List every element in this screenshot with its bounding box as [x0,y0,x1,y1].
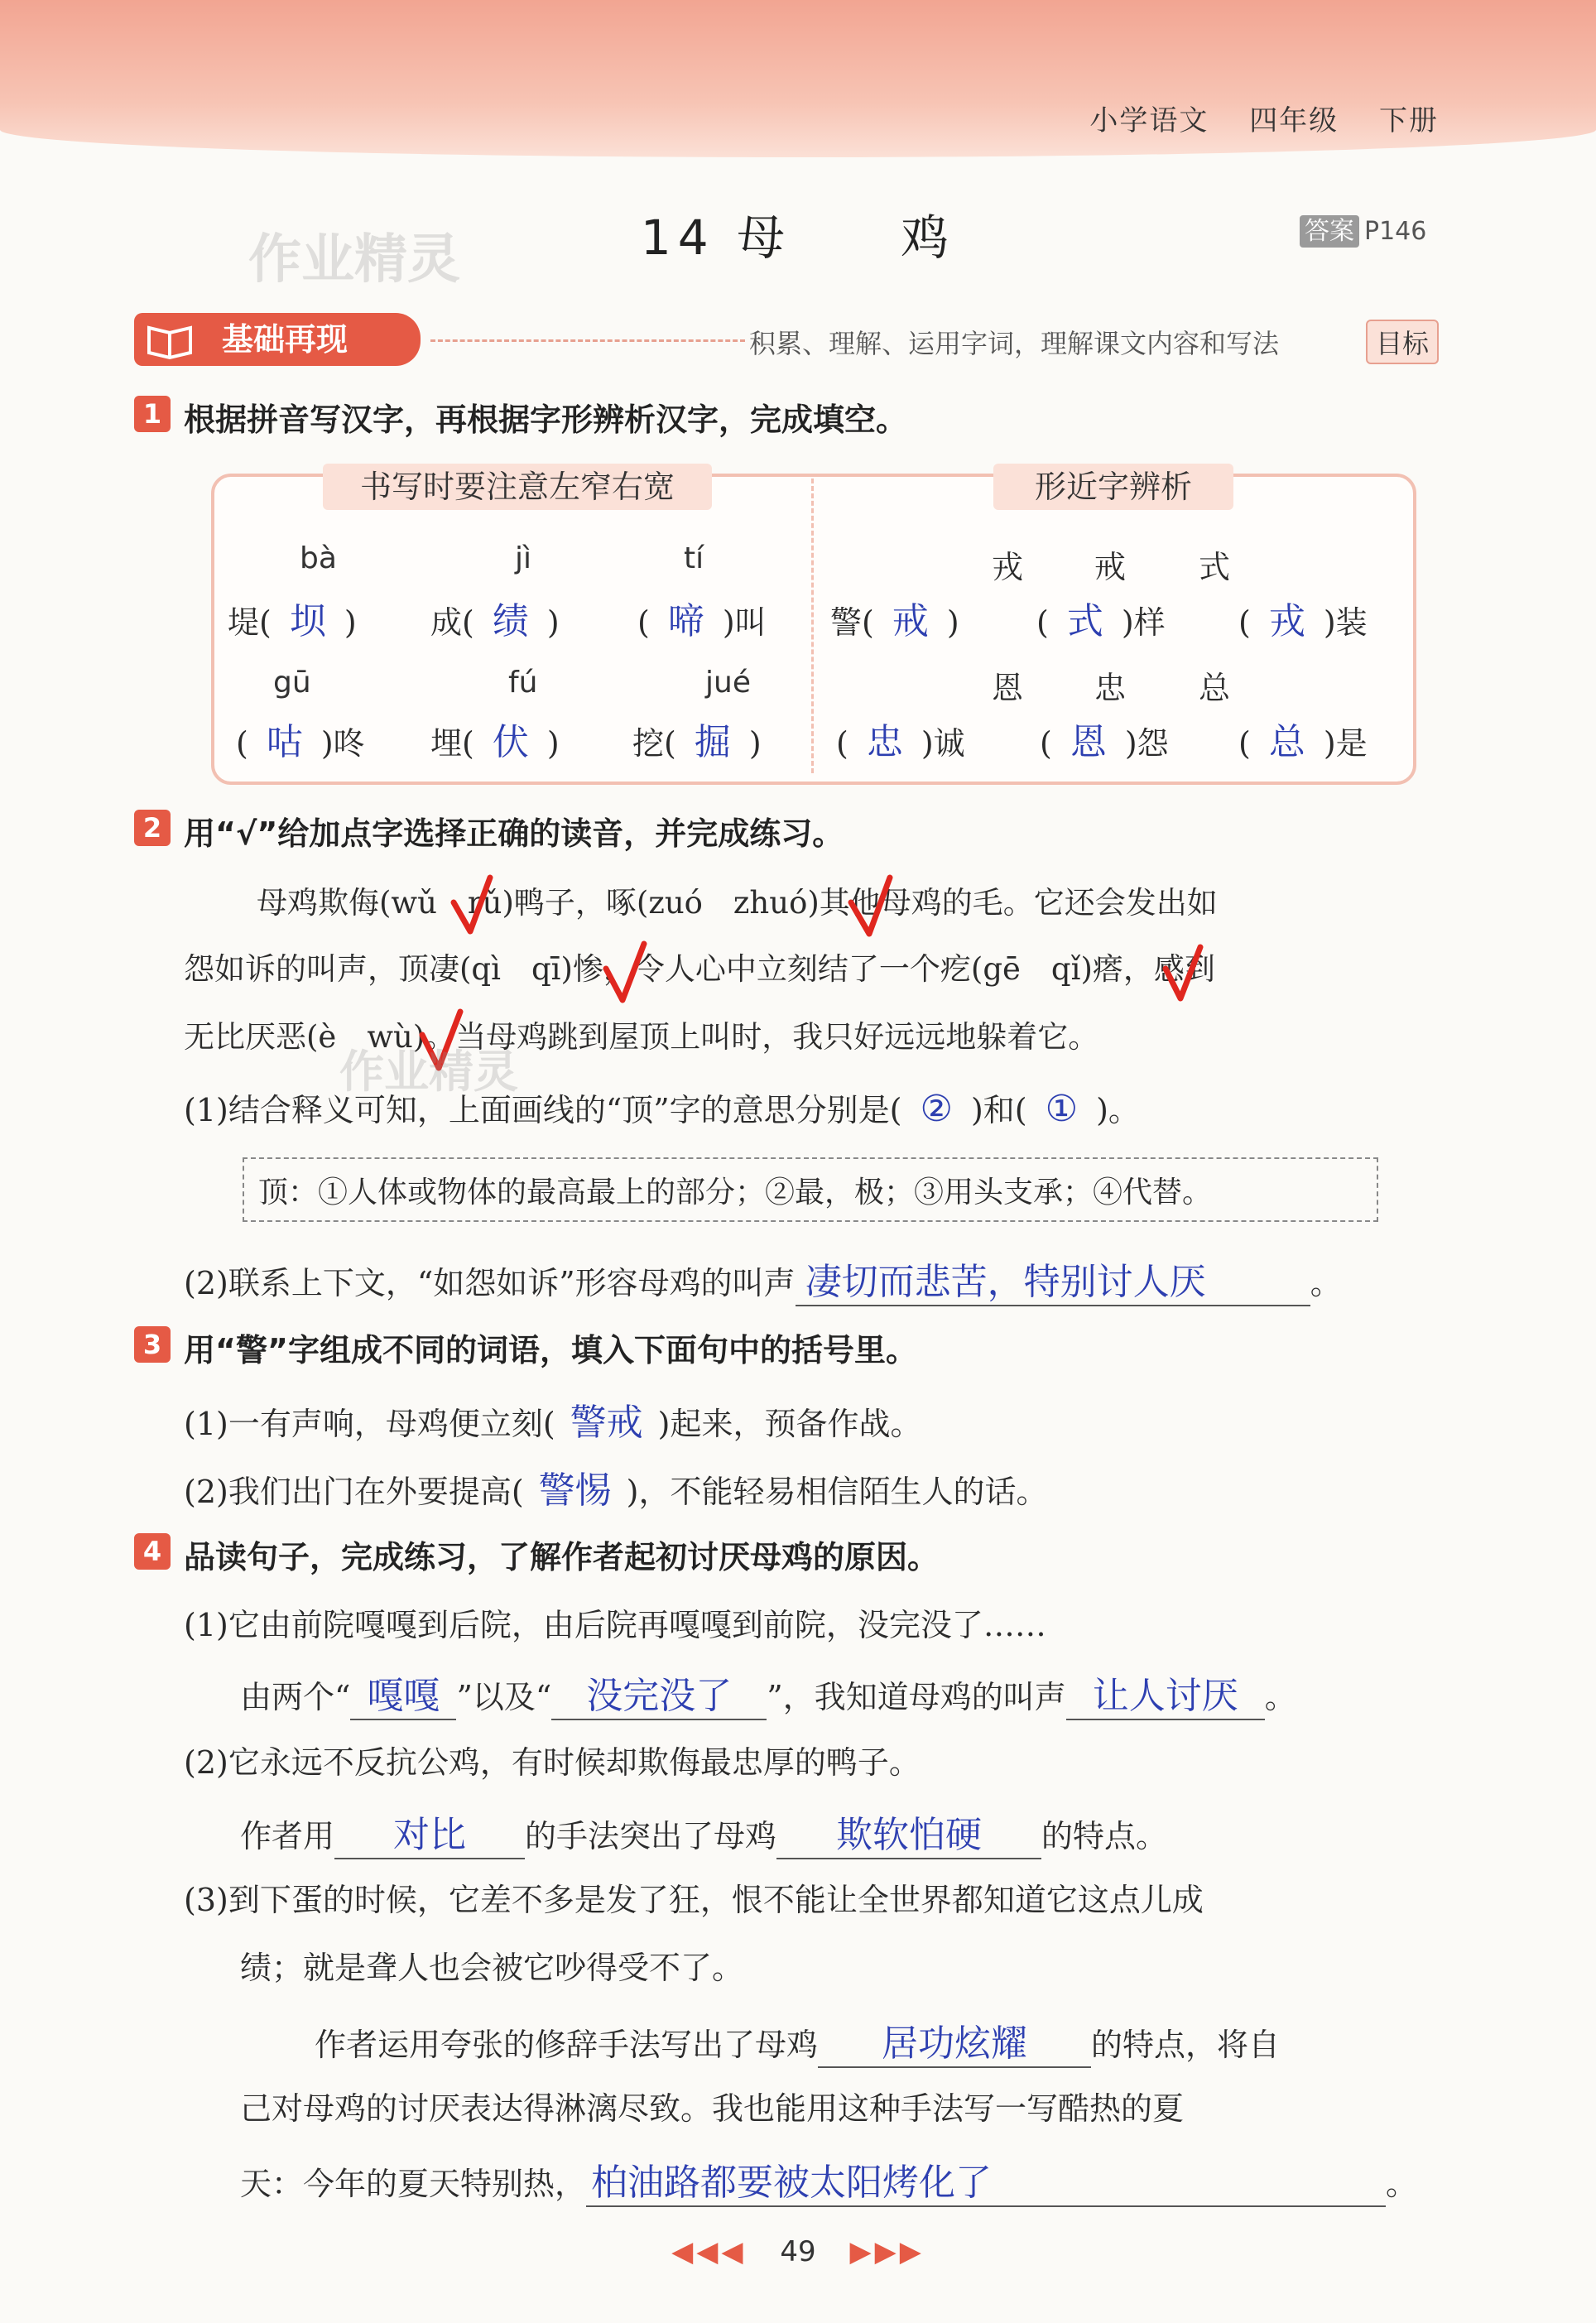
q4-sub3-para: 己对母鸡的讨厌表达得淋漓尽致。我也能用这种手法写一写酷热的夏 [240,2090,1185,2127]
q4-sub3-para: 作者运用夸张的修辞手法写出了母鸡 居功炫耀 的特点，将自 [315,2013,1280,2068]
answer-text[interactable]: 啼 [667,600,704,642]
answer-text[interactable]: 坝 [289,600,326,642]
fill-item: ( 啼 )叫 [637,600,767,642]
question-number-1: 1 [134,396,171,432]
q4-sub2-text: (2)它永远不反抗公鸡，有时候却欺侮最忠厚的鸭子。 [184,1744,921,1781]
check-mark [851,878,890,934]
fill-item: 埋( 伏 ) [430,721,560,763]
fill-item: 警( 戒 ) [830,600,959,642]
answer-text[interactable]: 居功炫耀 [818,2013,1091,2068]
answer-text[interactable]: 咕 [266,721,303,763]
answer-text[interactable]: 凄切而悲苦，特别讨人厌 [796,1252,1310,1306]
answer-text[interactable]: 绩 [492,600,529,642]
lesson-title: 14 母 鸡 [640,209,956,266]
answer-tag: 答案 [1300,215,1359,248]
similar-char: 总 [1199,670,1231,706]
pinyin: bà [300,541,337,575]
answer-text[interactable]: 戎 [1268,600,1305,642]
answer-text[interactable]: 忠 [866,721,903,763]
fill-item: ( 恩 )怨 [1040,721,1169,763]
check-mark [606,944,644,1000]
watermark-top: 作业精灵 [248,229,460,291]
answer-text[interactable]: 警戒 [570,1402,643,1444]
pinyin: tí [684,541,704,575]
fill-item: ( 咕 )咚 [236,721,365,763]
answer-text[interactable]: 嘎嘎 [350,1666,456,1720]
fill-item: ( 戎 )装 [1238,600,1368,642]
question-number-3: 3 [134,1326,171,1363]
fill-item: ( 总 )是 [1238,721,1368,763]
q1-right-heading: 形近字辨析 [993,464,1233,510]
q4-sub3-text: 绩；就是聋人也会被它吵得受不了。 [240,1950,744,1986]
section-label: 基础再现 [205,313,421,366]
answer-text[interactable]: 戒 [892,600,929,642]
passage-line: 怨如诉的叫声，顶凄(qì qī)惨，令人心中立刻结了一个疙(gē qǐ)瘩，感到 [184,951,1215,987]
q4-sub1-text: (1)它由前院嘎嘎到后院，由后院再嘎嘎到前院，没完没了…… [184,1607,1046,1643]
question-number-4: 4 [134,1533,171,1570]
pinyin: gū [273,666,311,700]
q3-sub1: (1)一有声响，母鸡便立刻( 警戒 )起来，预备作战。 [184,1402,922,1444]
next-arrows-icon[interactable]: ▶▶▶ [849,2235,925,2268]
q3-sub2: (2)我们出门在外要提高( 警惕 )，不能轻易相信陌生人的话。 [184,1469,1048,1512]
answer-text[interactable]: 对比 [334,1805,525,1859]
fill-item: 堤( 坝 ) [228,600,357,642]
definition-text: 顶：①人体或物体的最高最上的部分；②最，极；③用头支承；④代替。 [258,1176,1213,1210]
similar-char: 戎 [992,549,1024,585]
subject-label: 小学语文 [1089,104,1209,137]
page-footer [0,2235,1596,2268]
check-marks [0,0,1596,1093]
prev-arrows-icon[interactable]: ◀◀◀ [671,2235,747,2268]
check-mark [454,878,490,931]
fill-item: ( 忠 )诚 [836,721,965,763]
q4-sub3-para: 天：今年的夏天特别热， 柏油路都要被太阳烤化了 。 [240,2152,1417,2207]
question-3-text: 用“警”字组成不同的词语，填入下面句中的括号里。 [184,1332,917,1368]
q4-sub2-answer: 作者用 对比 的手法突出了母鸡 欺软怕硬 的特点。 [240,1805,1167,1859]
goal-tag: 目标 [1366,320,1439,364]
answer-text[interactable]: 柏油路都要被太阳烤化了 [586,2152,1386,2207]
answer-text[interactable]: ① [1045,1088,1079,1130]
pinyin: jué [705,666,751,700]
q2-sub2: (2)联系上下文，“如怨如诉”形容母鸡的叫声 凄切而悲苦，特别讨人厌 。 [184,1252,1342,1306]
similar-char: 恩 [992,670,1024,706]
passage-line: 母鸡欺侮(wǔ rǔ)鸭子，啄(zuó zhuó)其他母鸡的毛。它还会发出如 [257,885,1218,921]
similar-char: 忠 [1094,670,1127,706]
question-number-2: 2 [134,810,171,846]
answer-text[interactable]: 掘 [694,721,731,763]
similar-char: 戒 [1094,549,1127,585]
section-goal-text: 积累、理解、运用字词，理解课文内容和写法 [749,328,1280,359]
answer-text[interactable]: 让人讨厌 [1066,1666,1265,1720]
watermark-mid: 作业精灵 [339,1046,518,1098]
volume-label: 下册 [1379,104,1439,137]
check-mark [1166,947,1200,998]
answer-text[interactable]: 欺软怕硬 [776,1805,1041,1859]
answer-text[interactable]: 总 [1268,721,1305,763]
pinyin: fú [508,666,538,700]
question-2-text: 用“√”给加点字选择正确的读音，并完成练习。 [184,815,844,852]
answer-text[interactable]: 没完没了 [551,1666,767,1720]
question-1-text: 根据拼音写汉字，再根据字形辨析汉字，完成填空。 [184,402,908,438]
answer-text[interactable]: 式 [1066,600,1103,642]
fill-item: ( 式 )样 [1036,600,1166,642]
grade-label: 四年级 [1249,104,1339,137]
answer-text[interactable]: 伏 [492,721,529,763]
question-4-text: 品读句子，完成练习，了解作者起初讨厌母鸡的原因。 [184,1539,940,1575]
page-number: 49 [780,2235,816,2268]
fill-item: 成( 绩 ) [430,600,560,642]
fill-item: 挖( 掘 ) [632,721,762,763]
answer-text[interactable]: 警惕 [538,1469,612,1512]
answer-text[interactable]: ② [920,1088,953,1130]
q2-sub1: (1)结合释义可知，上面画线的“顶”字的意思分别是( ② )和( ① )。 [184,1088,1140,1130]
q4-sub1-answer: 由两个“ 嘎嘎 ”以及“ 没完没了 ”，我知道母鸡的叫声 让人讨厌 。 [240,1666,1296,1720]
q1-left-heading: 书写时要注意左窄右宽 [323,464,712,510]
answer-text[interactable]: 恩 [1070,721,1107,763]
q4-sub3-text: (3)到下蛋的时候，它差不多是发了狂，恨不能让全世界都知道它这点儿成 [184,1882,1204,1918]
passage-line: 无比厌恶(è wù)。当母鸡跳到屋顶上叫时，我只好远远地躲着它。 [184,1019,1099,1055]
similar-char: 式 [1199,549,1231,585]
answer-page: P146 [1364,217,1427,246]
pinyin: jì [515,541,532,575]
